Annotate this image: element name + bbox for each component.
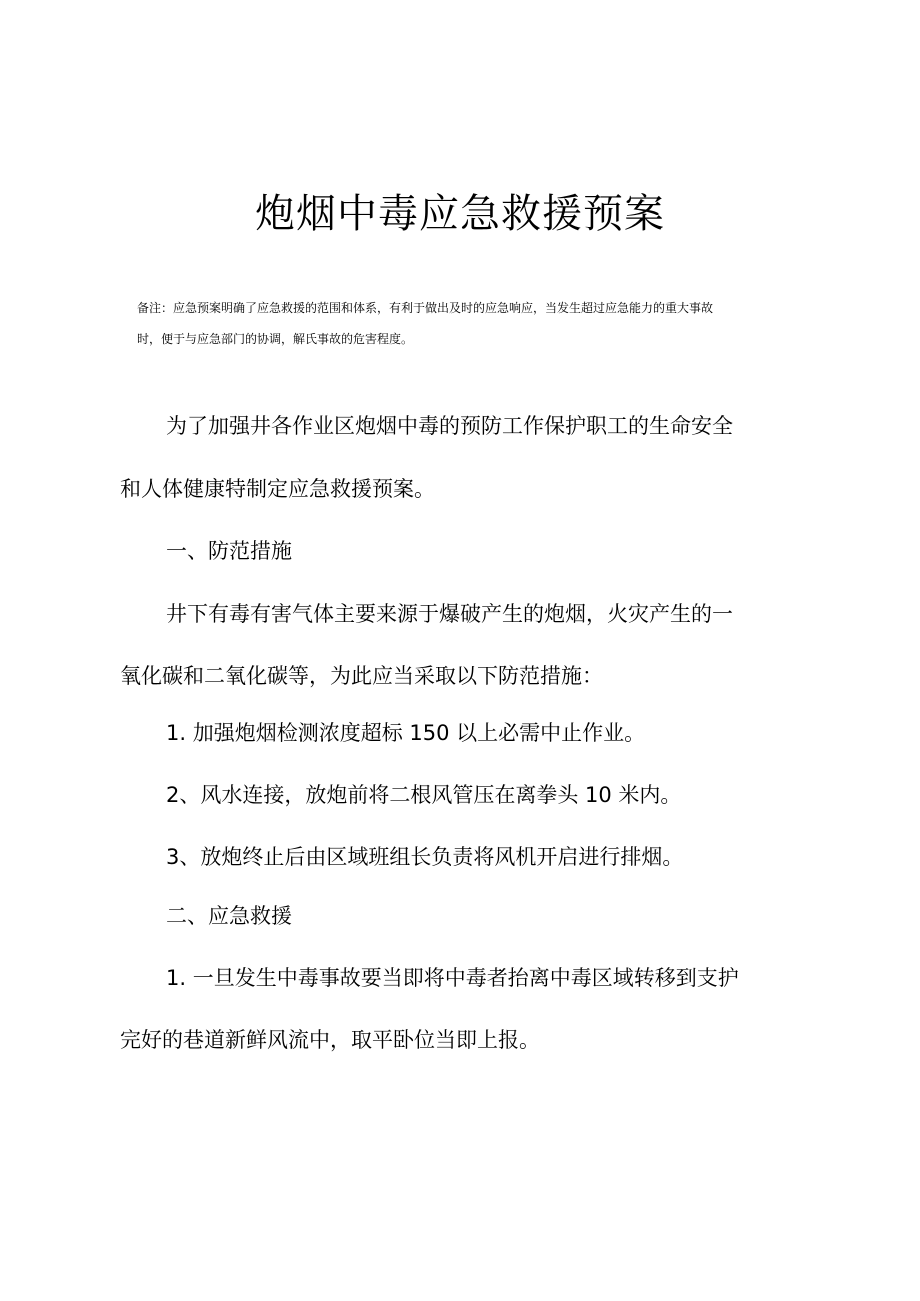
list-item: 1. 加强炮烟检测浓度超标 150 以上必需中止作业。 — [166, 721, 646, 745]
paragraph-line: 氧化碳和二氧化碳等，为此应当采取以下防范措施： — [120, 664, 603, 688]
section-heading: 一、防范措施 — [166, 539, 292, 563]
list-item: 完好的巷道新鲜风流中，取平卧位当即上报。 — [120, 1028, 540, 1052]
list-item: 1. 一旦发生中毒事故要当即将中毒者抬离中毒区域转移到支护 — [166, 966, 739, 990]
note-line: 备注：应急预案明确了应急救援的范围和体系，有利于做出及时的应急响应，当发生超过应急能力的重大事故 — [137, 301, 714, 315]
paragraph-line: 井下有毒有害气体主要来源于爆破产生的炮烟，火灾产生的一 — [166, 602, 733, 626]
list-item: 2、风水连接，放炮前将二根风管压在离拳头 10 米内。 — [166, 783, 682, 807]
list-item: 3、放炮终止后由区域班组长负责将风机开启进行排烟。 — [166, 845, 684, 869]
note-line: 时，便于与应急部门的协调，解氏事故的危害程度。 — [137, 332, 414, 346]
note-block — [137, 293, 777, 355]
section-heading: 二、应急救援 — [166, 904, 292, 928]
document-title: 炮烟中毒应急救援预案 — [255, 191, 665, 237]
intro-line: 为了加强井各作业区炮烟中毒的预防工作保护职工的生命安全 — [166, 414, 733, 438]
intro-line: 和人体健康特制定应急救援预案。 — [120, 477, 435, 501]
